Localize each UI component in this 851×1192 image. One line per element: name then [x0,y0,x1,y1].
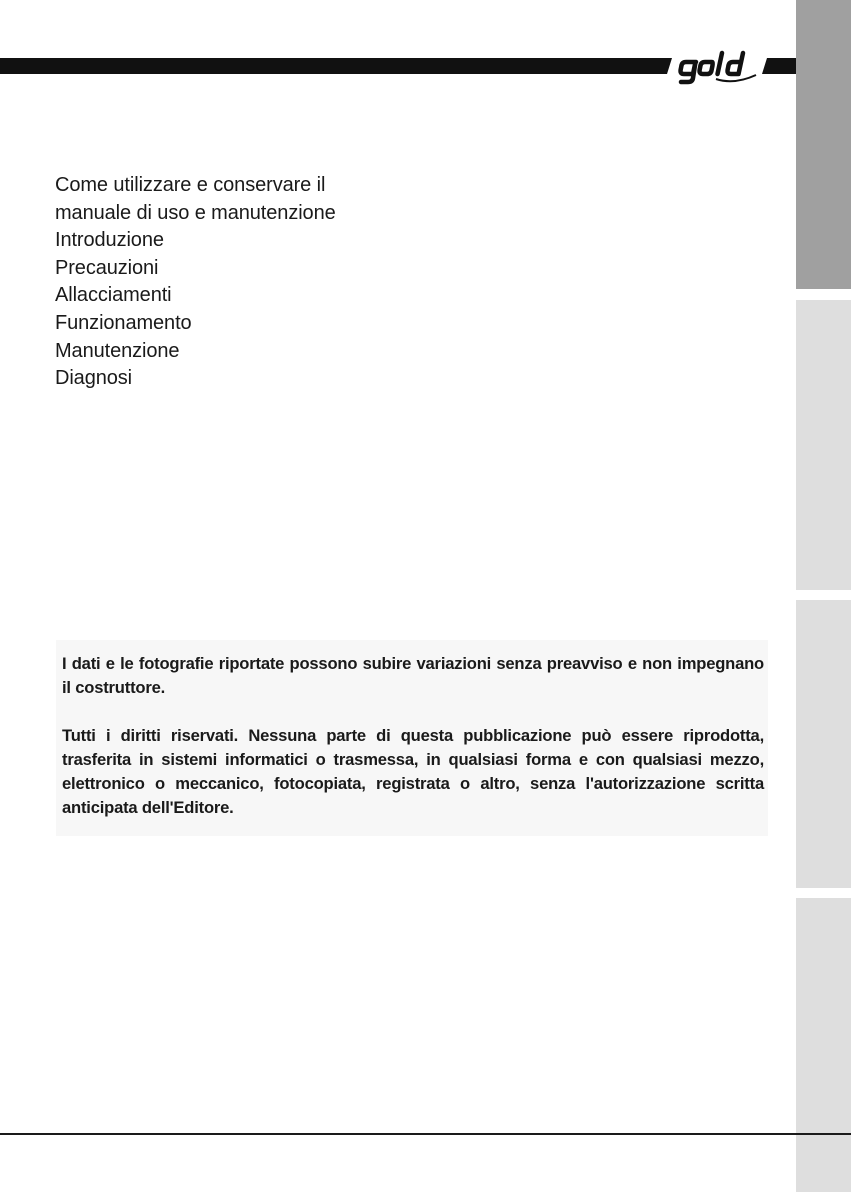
notice-paragraph-disclaimer: I dati e le fotografie riportate possono subire variazioni senza preavviso e non impegnano il costruttore. [62,654,764,697]
toc-item[interactable]: Diagnosi [55,367,133,390]
table-of-contents [55,172,336,393]
gold-logo [676,48,762,88]
legal-notice [56,640,768,836]
toc-item[interactable]: Precauzioni [55,256,159,279]
toc-item[interactable]: Come utilizzare e conservare il [55,174,326,196]
toc-item[interactable]: Funzionamento [55,311,192,334]
toc-item[interactable]: Manutenzione [55,339,180,362]
chapter-tab-2[interactable] [796,300,851,590]
footer-rule [0,1133,851,1135]
chapter-tab-4[interactable] [796,898,851,1192]
notice-paragraph-copyright: Tutti i diritti riservati. Nessuna parte di questa pubblicazione può essere riprodotta, trasferita in sistemi informatici o trasmessa, in qualsiasi forma e con qualsiasi mezzo, elettronico o meccanico, fotocopiata, registrata o altro, senza l'autorizzazione scritta anticipata dell'Editore. [62,726,764,817]
chapter-tabs [796,0,851,1192]
chapter-tab-3[interactable] [796,600,851,888]
toc-item[interactable]: manuale di uso e manutenzione [55,201,336,224]
toc-item[interactable]: Allacciamenti [55,284,172,307]
toc-item[interactable]: Introduzione [55,229,164,252]
header-bar-tail [762,58,796,74]
header-bar [0,58,672,74]
chapter-tab-1[interactable] [796,0,851,289]
